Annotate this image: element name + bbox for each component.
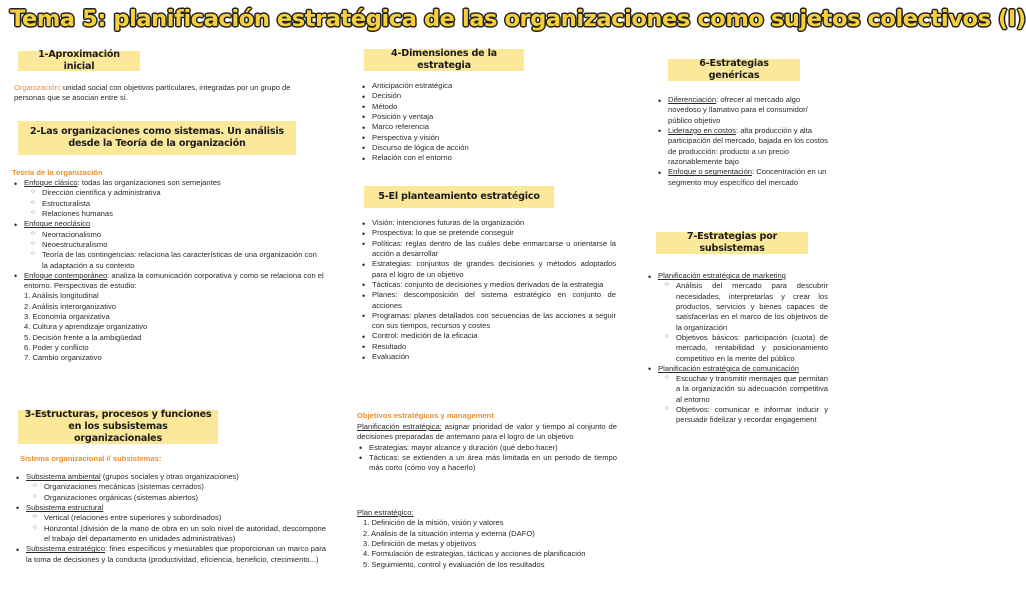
- list-item: • Tácticas: se extienden a un área más limitada en un periodo de tiempo más corto (cómo voy a hacerlo): [357, 453, 617, 474]
- list-item: • Perspectiva y visión: [360, 133, 620, 143]
- list-item: • Planificación estratégica de marketing ○ Análisis del mercado para descubrir necesidades, interpretarlas y crear los productos, servicios y bienes capaces de satisfacerlas en el marco de los objetivos de la organización ○ Objetivos básicos: participación (cuota) de mercado, rentabilidad y posicionamiento competitivo en la mente del público: [646, 271, 828, 364]
- organizacion-def: : unidad social con objetivos particulares, integradas por un grupo de personas que se asocian entre sí.: [14, 83, 291, 103]
- plan-estrategico-title: Plan estratégico:: [357, 508, 414, 517]
- list-item: 1. Definición de la misión, visión y valores: [363, 518, 504, 528]
- list-item: ○ Teoría de las contingencias: relaciona las características de una organización con la adaptación a su contexto: [30, 250, 324, 271]
- heading-dimensiones: 4-Dimensiones de la estrategia: [364, 49, 524, 71]
- list-item: 5. Seguimiento, control y evaluación de los resultados: [363, 559, 545, 569]
- heading-planteamiento: 5-El planteamiento estratégico: [364, 186, 554, 208]
- list-item: 4. Cultura y aprendizaje organizativo: [24, 322, 148, 332]
- list-item: • Enfoque o segmentación: Concentración en un segmento muy específico del mercado: [656, 167, 828, 188]
- list-item: • Enfoque neoclásico ○ Neorracionalismo ○ Neoestructuralismo ○ Teoría de las contingencias: relaciona las características de una organización con la adaptación a su contexto: [12, 219, 324, 271]
- objetivos-title: Objetivos estratégicos y management: [357, 411, 494, 420]
- list-item: • Políticas: reglas dentro de las cuáles debe enmarcarse u orientarse la acción a desarrollar: [360, 239, 616, 260]
- list-item: 2. Análisis interorganizativo: [24, 301, 117, 311]
- dimensiones-list: [360, 81, 620, 164]
- organizacion-term: Organización: [14, 83, 59, 92]
- list-item: • Estrategias: conjuntos de grandes decisiones y métodos adoptados para el logro de un objetivo: [360, 259, 616, 280]
- list-item: 6. Poder y conflicto: [24, 343, 89, 352]
- list-item: • Planes: descomposición del sistema estratégico en conjunto de acciones: [360, 290, 616, 311]
- list-item: ○ Organizaciones mecánicas (sistemas cerrados): [32, 482, 326, 492]
- list-item: 4. Formulación de estrategias, tácticas y acciones de planificación: [363, 549, 586, 559]
- list-item: • Diferenciación: ofrecer al mercado algo novedoso y llamativo para el consumidor/ público objetivo: [656, 95, 828, 126]
- list-item: • Tácticas: conjunto de decisiones y medios derivados de la estrategia: [360, 280, 616, 290]
- list-item: ○ Objetivos básicos: participación (cuota) de mercado, rentabilidad y posicionamiento competitivo en la mente del público: [664, 333, 828, 364]
- list-item: 1. Análisis longitudinal: [24, 291, 99, 301]
- list-item: • Enfoque clásico: todas las organizaciones son semejantes ○ Dirección científica y administrativa ○ Estructuralista ○ Relaciones humanas: [12, 178, 324, 219]
- list-item: ○ Análisis del mercado para descubrir necesidades, interpretarlas y crear los productos, servicios y bienes capaces de satisfacerlas en el marco de los objetivos de la organización: [664, 281, 828, 333]
- page-title: Tema 5: planificación estratégica de las organizaciones como sujetos colectivos (I): [10, 6, 1026, 32]
- organizacion-definition: [14, 83, 314, 104]
- list-item: • Posición y ventaja: [360, 112, 620, 122]
- list-item: • Visión: intenciones futuras de la organización: [360, 218, 616, 228]
- list-item: ○ Vertical (relaciones entre superiores y subordinados): [32, 513, 326, 523]
- heading-estrategias-subsistemas: 7-Estrategias por subsistemas: [656, 232, 808, 254]
- list-item: • Relación con el entorno: [360, 153, 620, 163]
- list-item: • Marco referencia: [360, 122, 620, 132]
- list-item: ○ Dirección científica y administrativa: [30, 188, 324, 198]
- list-item: • Subsistema estructural ○ Vertical (relaciones entre superiores y subordinados) ○ Horizontal (división de la mano de obra en un solo nivel de autoridad, descompone el trabajo del departamento en unidades administrativas): [14, 503, 326, 544]
- list-item: 7. Cambio organizativo: [24, 353, 102, 363]
- list-item: • Prospectiva: lo que se pretende conseguir: [360, 228, 616, 238]
- list-item: • Subsistema ambiental (grupos sociales y otras organizaciones) ○ Organizaciones mecánicas (sistemas cerrados) ○ Organizaciones orgánicas (sistemas abiertos): [14, 472, 326, 503]
- plan-estrategico-block: [357, 508, 617, 570]
- heading-aproximacion: 1-Aproximación inicial: [18, 51, 140, 71]
- list-item: • Control: medición de la eficacia: [360, 331, 616, 341]
- list-item: ○ Relaciones humanas: [30, 209, 324, 219]
- list-item: 5. Decisión frente a la ambigüedad: [24, 332, 142, 342]
- list-item: ○ Estructuralista: [30, 199, 324, 209]
- heading-estructuras: 3-Estructuras, procesos y funciones en los subsistemas organizacionales: [18, 410, 218, 444]
- genericas-list: [656, 95, 828, 188]
- list-item: ○ Horizontal (división de la mano de obra en un solo nivel de autoridad, descompone el trabajo del departamento en unidades administrativas): [32, 524, 326, 545]
- list-item: • Resultado: [360, 342, 616, 352]
- list-item: • Anticipación estratégica: [360, 81, 620, 91]
- teoria-title: Teoría de la organización: [12, 168, 103, 177]
- list-item: • Método: [360, 102, 620, 112]
- list-item: • Evaluación: [360, 352, 616, 362]
- sistema-title: Sistema organizacional // subsistemas:: [20, 454, 162, 463]
- subsistemas-list: [14, 472, 326, 565]
- subsistemas-estrategias-list: [646, 271, 828, 426]
- list-item: ○ Neorracionalismo: [30, 230, 324, 240]
- list-item: ○ Neoestructuralismo: [30, 240, 324, 250]
- list-item: • Subsistema estratégico: fines específicos y mesurables que proporcionan un marco para la toma de decisiones y la conducta (productividad, eficiencia, beneficio, crecimiento...): [14, 544, 326, 565]
- list-item: • Estrategias: mayor alcance y duración (qué debo hacer): [357, 443, 617, 453]
- list-item: ○ Escuchar y transmitir mensajes que permitan a la organización su adecuación competitiva al entorno: [664, 374, 828, 405]
- list-item: • Enfoque contemporáneo: analiza la comunicación corporativa y como se relaciona con el entorno. Perspectivas de estudio:: [12, 271, 324, 292]
- list-item: 3. Definición de metas y objetivos: [363, 538, 477, 548]
- list-item: 2. Análisis de la situación interna y externa (DAFO): [363, 528, 535, 538]
- heading-organizaciones-sistemas: 2-Las organizaciones como sistemas. Un análisis desde la Teoría de la organización: [18, 121, 296, 155]
- planificacion-block: Planificación estratégica: asignar prioridad de valor y tiempo al conjunto de decisiones preparadas de antemano para el logro de un objetivo • Estrategias: mayor alcance y duración (qué debo hacer) • Tácticas: se extienden a un área más limitada en un periodo de tiempo más corto (cómo voy a hacerlo): [357, 422, 617, 474]
- teoria-list: [12, 178, 324, 364]
- list-item: • Liderazgo en costos: alta producción y alta participación del mercado, bajada en los costos de producción: producto a un precio razonablemente bajo: [656, 126, 828, 167]
- list-item: • Planificación estratégica de comunicación ○ Escuchar y transmitir mensajes que permitan a la organización su adecuación competitiva al entorno ○ Objetivos: comunicar e informar inducir y persuadir fidelizar y recordar engagement: [646, 364, 828, 426]
- planteamiento-list: [360, 218, 616, 362]
- list-item: 3. Economía organizativa: [24, 312, 110, 322]
- list-item: ○ Organizaciones orgánicas (sistemas abiertos): [32, 493, 326, 503]
- list-item: • Programas: planes detallados con secuencias de las acciones a seguir con sus tiempos, recursos y costes: [360, 311, 616, 332]
- list-item: • Discurso de lógica de acción: [360, 143, 620, 153]
- list-item: ○ Objetivos: comunicar e informar inducir y persuadir fidelizar y recordar engagement: [664, 405, 828, 426]
- list-item: • Decisión: [360, 91, 620, 101]
- heading-estrategias-genericas: 6-Estrategias genéricas: [668, 59, 800, 81]
